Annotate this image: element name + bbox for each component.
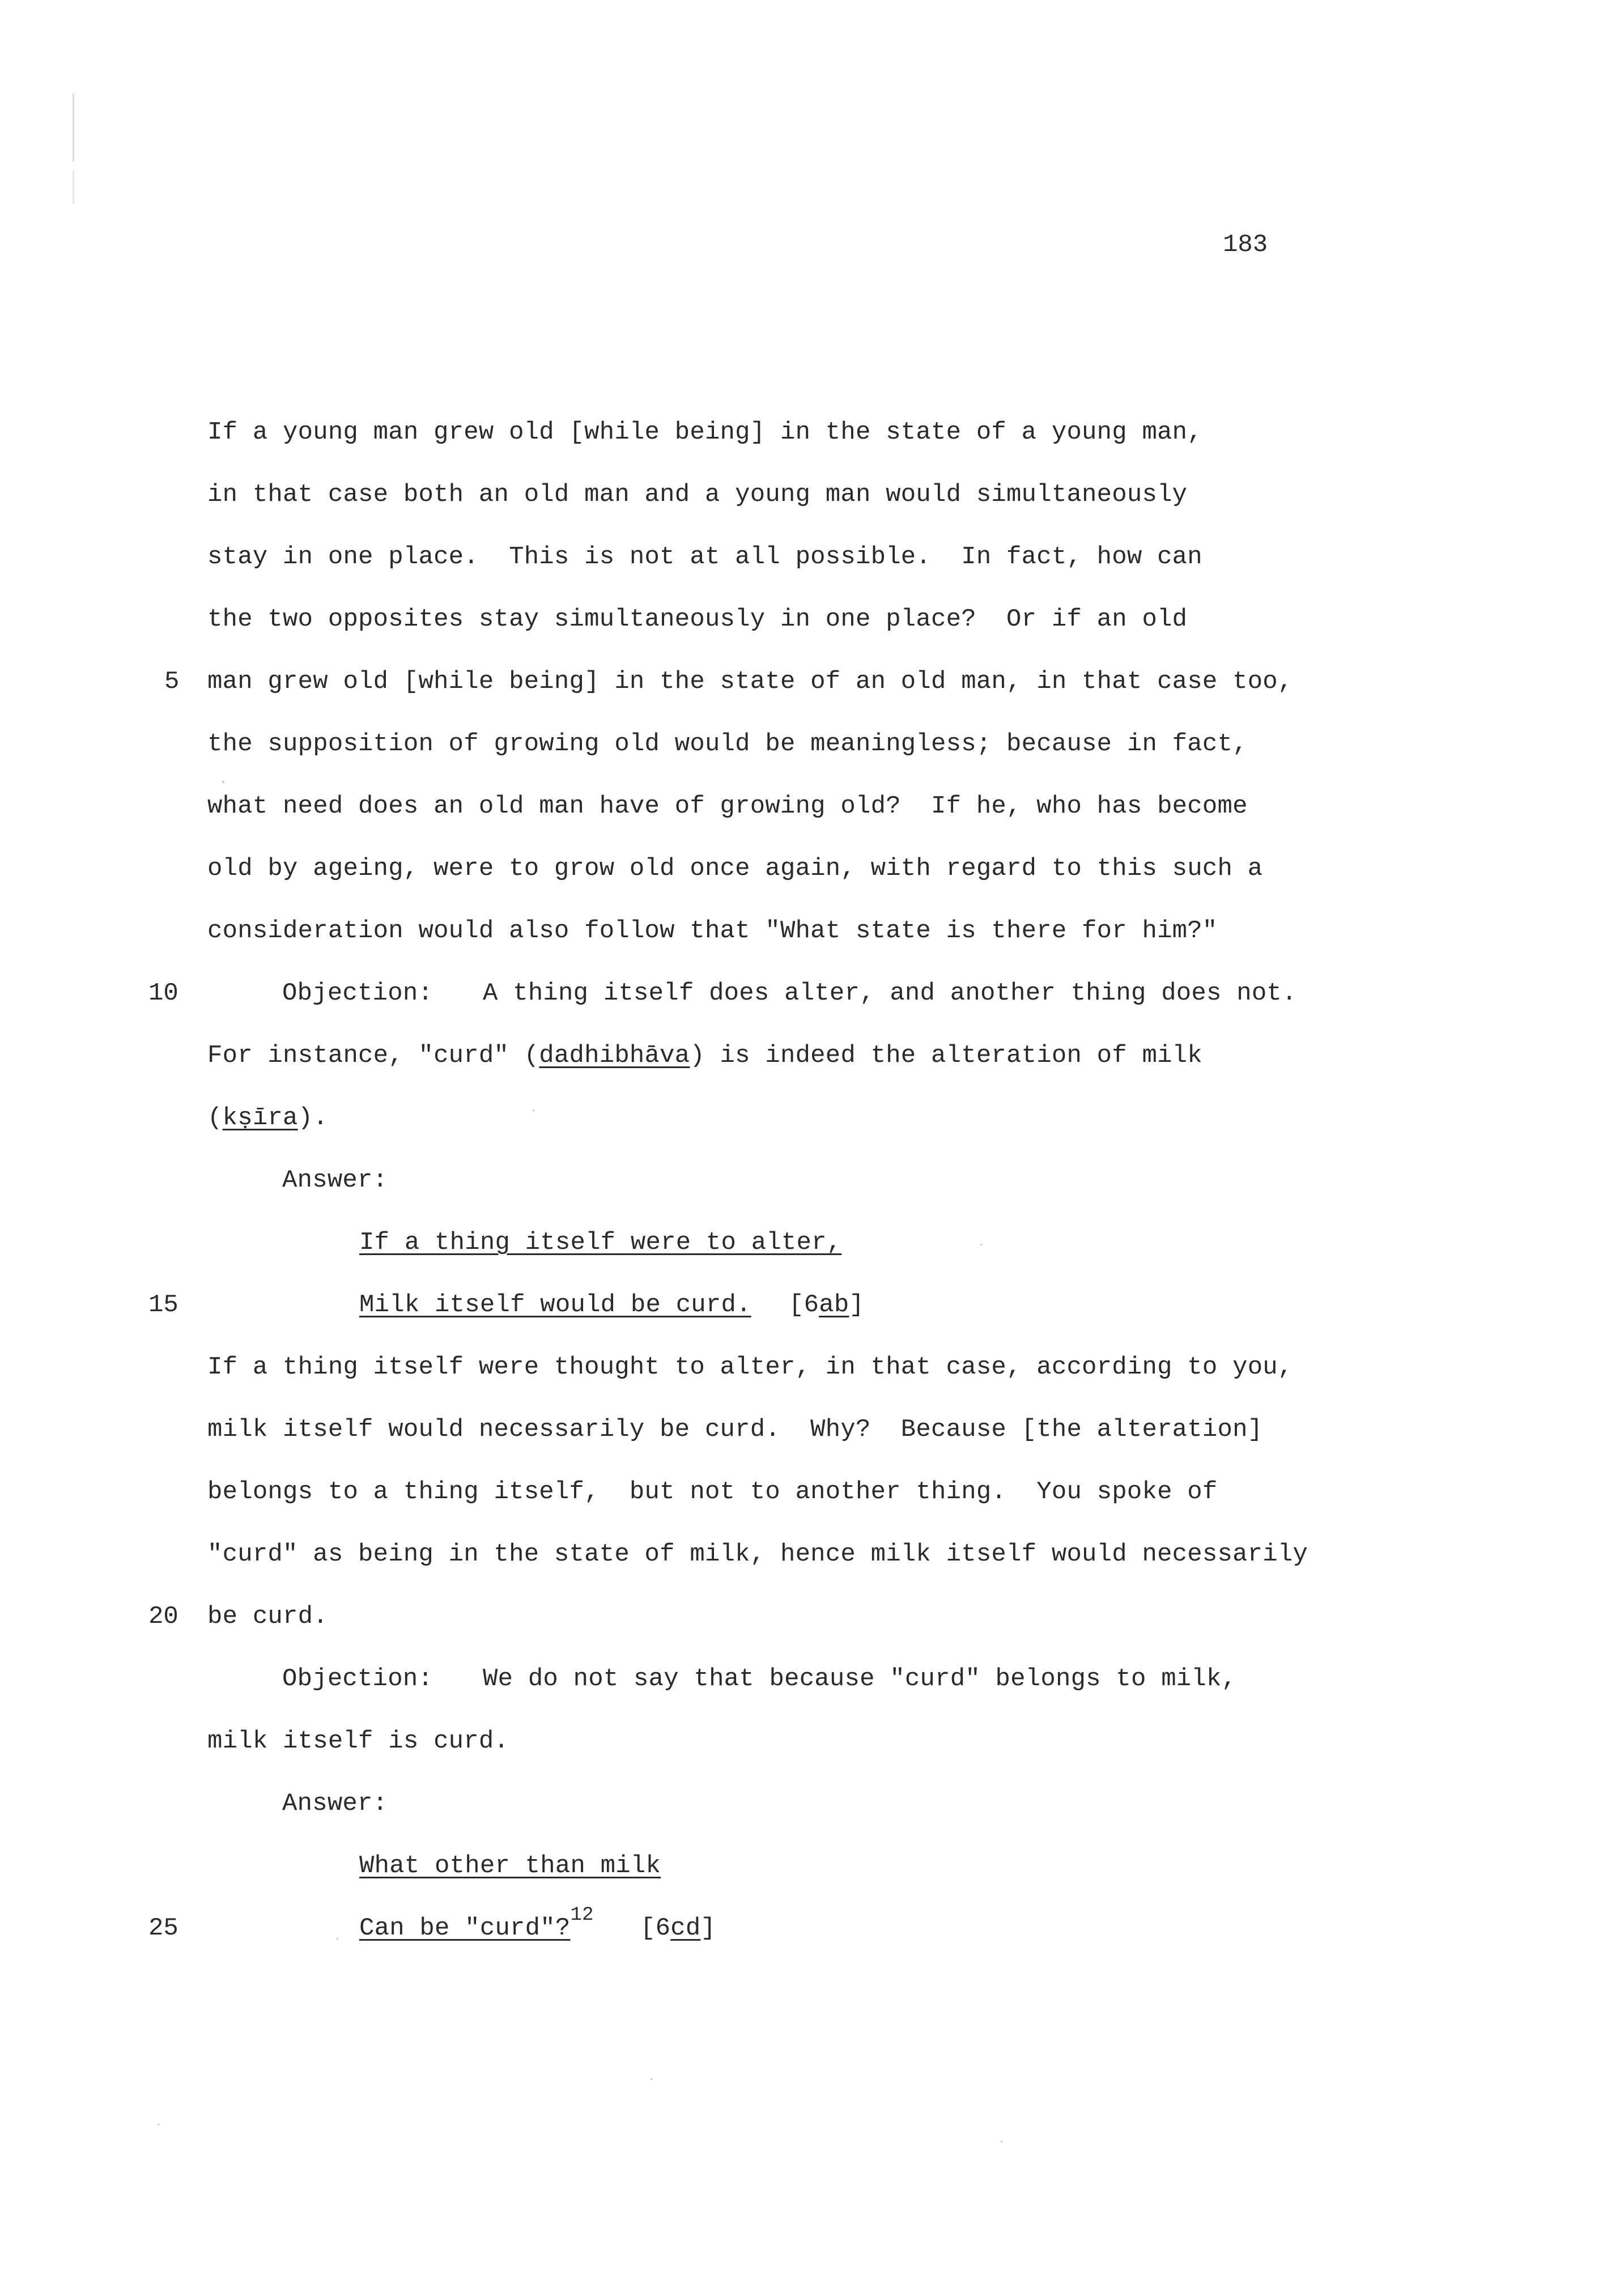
answer-label: Answer: xyxy=(282,1166,388,1194)
scan-speck xyxy=(337,1938,338,1940)
text-line: stay in one place. This is not at all possible. In fact, how can xyxy=(207,543,1202,571)
verse-line xyxy=(359,1849,661,1883)
line-number: 15 xyxy=(148,1291,178,1319)
text-line xyxy=(207,1101,328,1135)
scan-mark xyxy=(73,170,74,204)
text-line: milk itself is curd. xyxy=(207,1727,509,1755)
verse-line xyxy=(359,1226,841,1260)
reference-segment: ] xyxy=(700,1914,716,1942)
verse-text: What other than milk xyxy=(359,1852,661,1880)
text-line: in that case both an old man and a young man would simultaneously xyxy=(207,481,1188,509)
text-line: belongs to a thing itself, but not to another thing. You spoke of xyxy=(207,1478,1218,1506)
text-line: If a thing itself were thought to alter, in that case, according to you, xyxy=(207,1353,1293,1381)
footnote-marker: 12 xyxy=(570,1904,594,1926)
text-line xyxy=(207,1039,1202,1073)
text-segment: ) is indeed the alteration of milk xyxy=(690,1041,1202,1070)
scan-speck xyxy=(980,1244,982,1245)
line-number: 5 xyxy=(164,667,180,696)
reference-term: ab xyxy=(819,1291,849,1319)
text-line: consideration would also follow that "What state is there for him?" xyxy=(207,917,1218,945)
line-number: 10 xyxy=(148,979,178,1007)
page-number: 183 xyxy=(1223,231,1268,259)
scan-speck xyxy=(651,2078,652,2080)
reference-term: cd xyxy=(670,1914,701,1942)
sanskrit-term: dadhibhāva xyxy=(539,1041,690,1070)
text-line: We do not say that because "curd" belongs to milk, xyxy=(483,1665,1237,1693)
verse-line xyxy=(359,1288,751,1322)
verse-reference xyxy=(640,1911,716,1945)
text-line: milk itself would necessarily be curd. Why? Because [the alteration] xyxy=(207,1415,1263,1444)
text-segment: For instance, "curd" ( xyxy=(207,1041,539,1070)
scan-speck xyxy=(222,781,224,783)
reference-segment: [6 xyxy=(789,1291,819,1319)
line-number: 25 xyxy=(148,1914,178,1942)
reference-segment: [6 xyxy=(640,1914,671,1942)
text-line: the two opposites stay simultaneously in one place? Or if an old xyxy=(207,605,1188,633)
verse-text: If a thing itself were to alter, xyxy=(359,1228,842,1257)
verse-reference xyxy=(789,1288,864,1322)
text-line: old by ageing, were to grow old once again, with regard to this such a xyxy=(207,854,1263,883)
scan-speck xyxy=(1001,2141,1002,2142)
text-line: A thing itself does alter, and another thing does not. xyxy=(483,979,1297,1007)
objection-label: Objection: xyxy=(282,1665,433,1693)
text-line: what need does an old man have of growing old? If he, who has become xyxy=(207,792,1248,820)
text-line: "curd" as being in the state of milk, hence milk itself would necessarily xyxy=(207,1540,1308,1568)
scan-speck xyxy=(533,1109,534,1111)
text-line: the supposition of growing old would be meaningless; because in fact, xyxy=(207,730,1248,758)
verse-text: Can be "curd"? xyxy=(359,1914,571,1942)
verse-line xyxy=(359,1904,594,1945)
scan-speck xyxy=(158,2124,159,2125)
scan-mark xyxy=(73,93,74,161)
text-line: If a young man grew old [while being] in the state of a young man, xyxy=(207,418,1202,447)
answer-label: Answer: xyxy=(282,1789,388,1818)
text-segment: ). xyxy=(297,1104,328,1132)
text-segment: ( xyxy=(207,1104,223,1132)
verse-text: Milk itself would be curd. xyxy=(359,1291,751,1319)
text-line: man grew old [while being] in the state of an old man, in that case too, xyxy=(207,667,1293,696)
sanskrit-term: kṣīra xyxy=(222,1104,298,1132)
reference-segment: ] xyxy=(849,1291,865,1319)
objection-label: Objection: xyxy=(282,979,433,1007)
line-number: 20 xyxy=(148,1602,178,1631)
text-line: be curd. xyxy=(207,1602,328,1631)
